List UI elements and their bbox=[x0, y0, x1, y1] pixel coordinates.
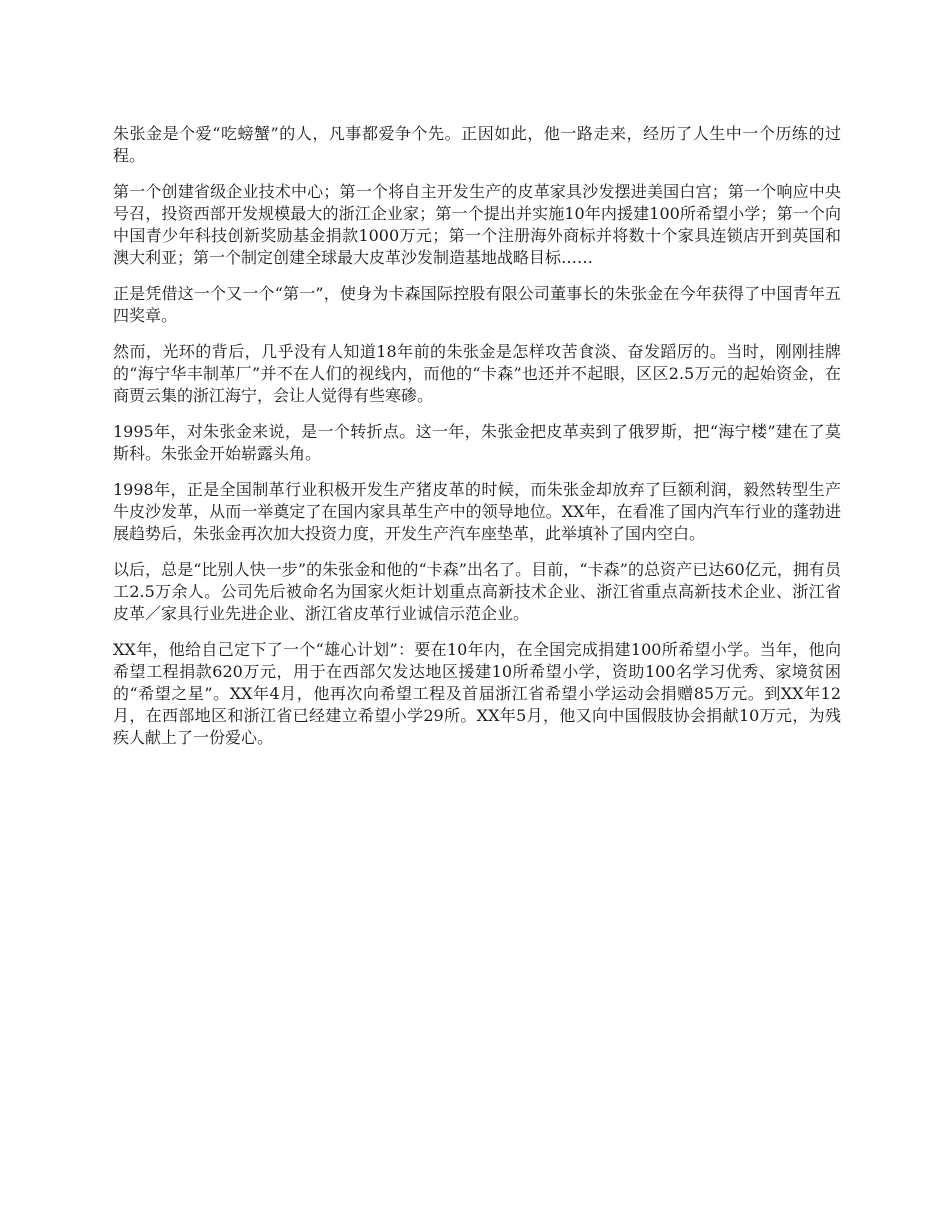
paragraph-4: 然而，光环的背后，几乎没有人知道18年前的朱张金是怎样攻苦食淡、奋发蹈厉的。当时，刚刚挂牌的“海宁华丰制革厂”并不在人们的视线内，而他的“卡森”也还并不起眼，区区2.5万元的起始资金，在商贾云集的浙江海宁，会让人觉得有些寒碜。 bbox=[113, 342, 841, 405]
paragraph-8: XX年，他给自己定下了一个“雄心计划”：要在10年内，在全国完成捐建100所希望小学。当年，他向希望工程捐款620万元，用于在西部欠发达地区援建10所希望小学，资助100名学习优秀、家境贫困的“希望之星”。XX年4月，他再次向希望工程及首届浙江省希望小学运动会捐赠85万元。到XX年12月，在西部地区和浙江省已经建立希望小学29所。XX年5月，他又向中国假肢协会捐献10万元，为残疾人献上了一份爱心。 bbox=[113, 640, 841, 747]
paragraph-3: 正是凭借这一个又一个“第一”，使身为卡森国际控股有限公司董事长的朱张金在今年获得了中国青年五四奖章。 bbox=[113, 284, 841, 325]
paragraph-7: 以后，总是“比别人快一步”的朱张金和他的“卡森”出名了。目前，“卡森”的总资产已达60亿元，拥有员工2.5万余人。公司先后被命名为国家火炬计划重点高新技术企业、浙江省重点高新技术企业、浙江省皮革／家具行业先进企业、浙江省皮革行业诚信示范企业。 bbox=[113, 560, 841, 623]
paragraph-2: 第一个创建省级企业技术中心；第一个将自主开发生产的皮革家具沙发摆进美国白宫；第一个响应中央号召，投资西部开发规模最大的浙江企业家；第一个提出并实施10年内援建100所希望小学；第一个向中国青少年科技创新奖励基金捐款1000万元；第一个注册海外商标并将数十个家具连锁店开到英国和澳大利亚；第一个制定创建全球最大皮革沙发制造基地战略目标…… bbox=[113, 182, 841, 267]
paragraph-6: 1998年，正是全国制革行业积极开发生产猪皮革的时候，而朱张金却放弃了巨额利润，毅然转型生产牛皮沙发革，从而一举奠定了在国内家具革生产中的领导地位。XX年，在看准了国内汽车行业的蓬勃进展趋势后，朱张金再次加大投资力度，开发生产汽车座垫革，此举填补了国内空白。 bbox=[113, 480, 841, 543]
document-body bbox=[113, 123, 841, 763]
paragraph-1: 朱张金是个爱“吃螃蟹”的人，凡事都爱争个先。正因如此，他一路走来，经历了人生中一个历练的过程。 bbox=[113, 124, 841, 165]
paragraph-5: 1995年，对朱张金来说，是一个转折点。这一年，朱张金把皮革卖到了俄罗斯，把“海宁楼”建在了莫斯科。朱张金开始崭露头角。 bbox=[113, 422, 841, 463]
